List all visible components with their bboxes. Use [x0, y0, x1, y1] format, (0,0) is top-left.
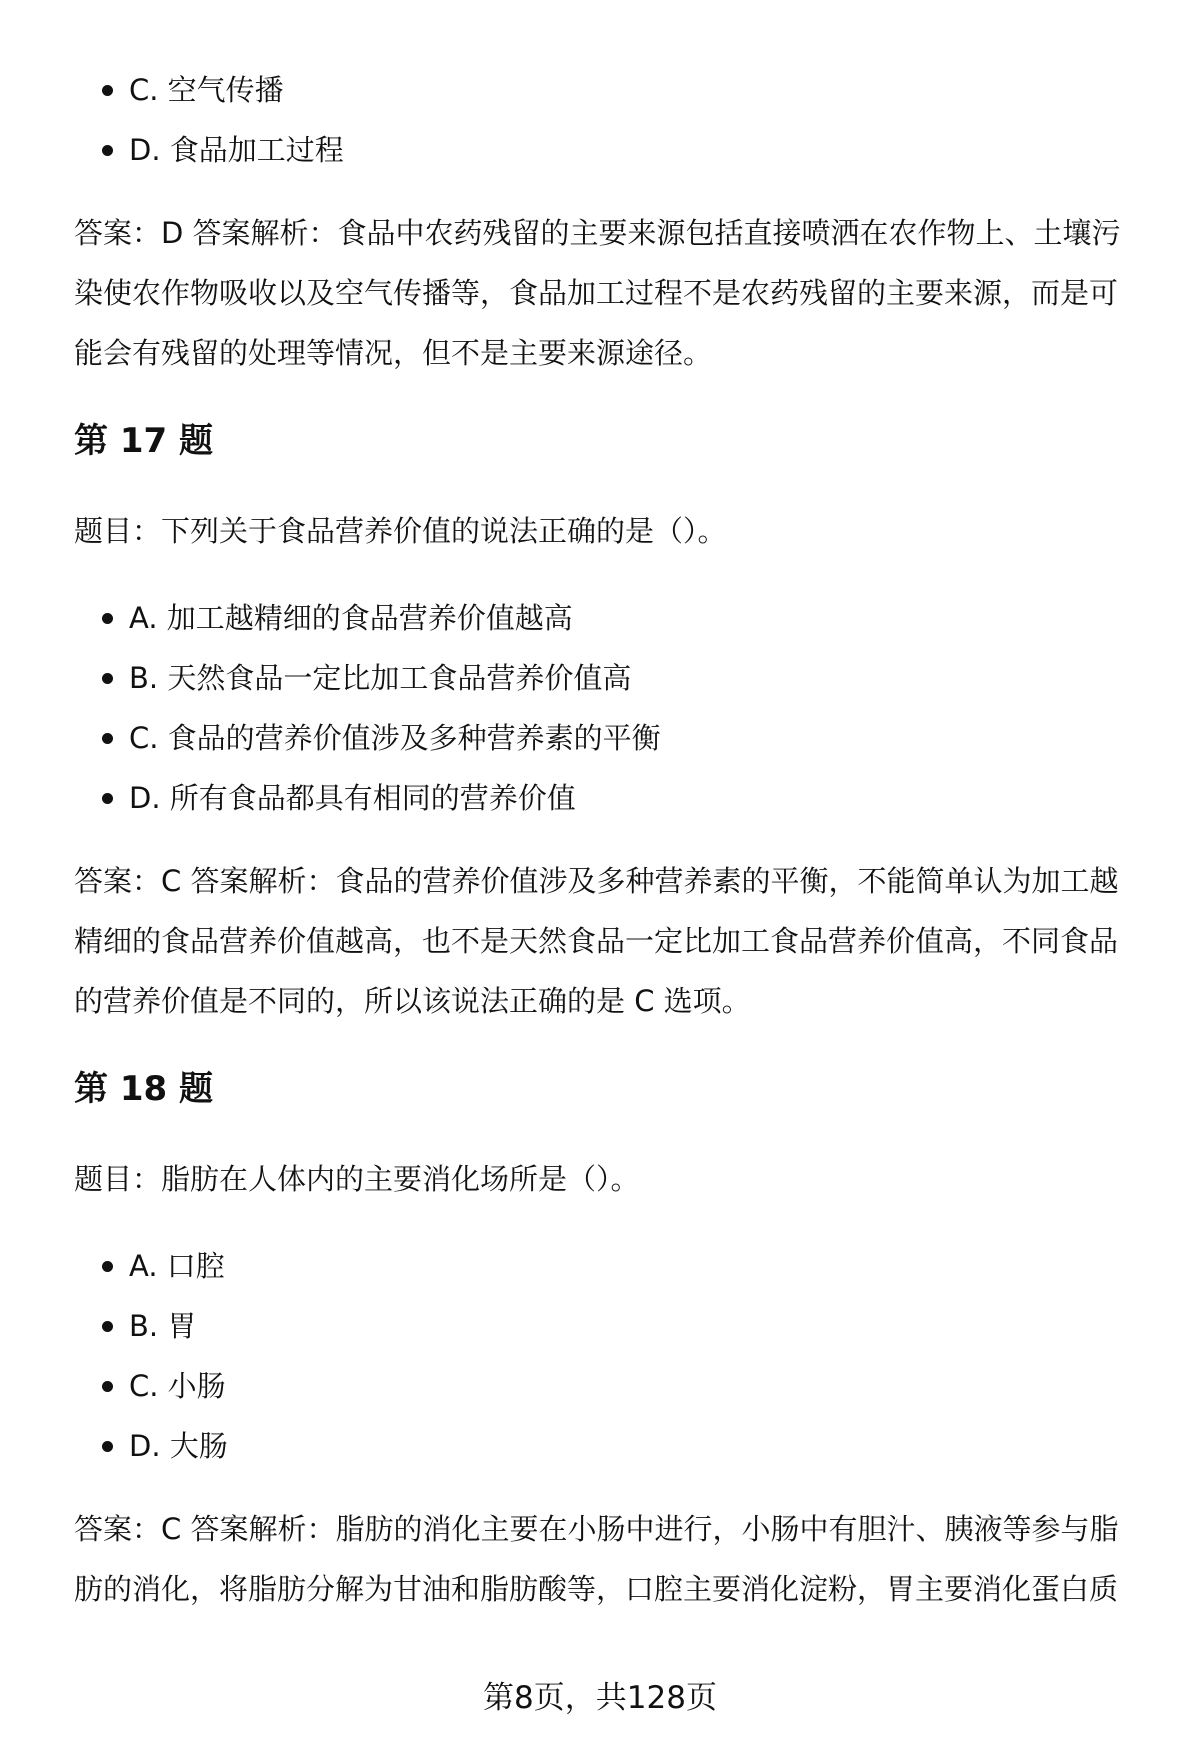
- page-number: 第8页，共128页: [483, 1680, 717, 1716]
- list-item: A. 加工越精细的食品营养价值越高: [74, 588, 1146, 648]
- answer-line: 的营养价值是不同的，所以该说法正确的是 C 选项。: [74, 984, 751, 1018]
- answer-line: 肪的消化，将脂肪分解为甘油和脂肪酸等，口腔主要消化淀粉，胃主要消化蛋白质: [74, 1572, 1119, 1606]
- document-page: [74, 60, 1146, 1619]
- list-item: C. 小肠: [74, 1356, 1146, 1416]
- question-17-text: 题目：下列关于食品营养价值的说法正确的是（）。: [74, 514, 727, 548]
- question-18-title: 第 18 题: [74, 1069, 213, 1109]
- prev-options-list: [74, 60, 1146, 180]
- answer-line: 答案：C 答案解析：脂肪的消化主要在小肠中进行，小肠中有胆汁、胰液等参与脂: [74, 1512, 1119, 1546]
- answer-line: 答案：D 答案解析：食品中农药残留的主要来源包括直接喷洒在农作物上、土壤污: [74, 216, 1121, 250]
- answer-line: 能会有残留的处理等情况，但不是主要来源途径。: [74, 336, 713, 370]
- question-17-title: 第 17 题: [74, 421, 213, 461]
- list-item: D. 所有食品都具有相同的营养价值: [74, 768, 1146, 828]
- answer-line: 染使农作物吸收以及空气传播等，食品加工过程不是农药残留的主要来源，而是可: [74, 276, 1119, 310]
- question-18-options: [74, 1236, 1146, 1476]
- question-17-answer: [74, 851, 1146, 1031]
- question-18-text: 题目：脂肪在人体内的主要消化场所是（）。: [74, 1162, 640, 1196]
- list-item: C. 空气传播: [74, 60, 1146, 120]
- answer-line: 精细的食品营养价值越高，也不是天然食品一定比加工食品营养价值高，不同食品: [74, 924, 1119, 958]
- list-item: D. 食品加工过程: [74, 120, 1146, 180]
- question-18-answer: [74, 1499, 1146, 1619]
- question-17-options: [74, 588, 1146, 828]
- list-item: C. 食品的营养价值涉及多种营养素的平衡: [74, 708, 1146, 768]
- list-item: A. 口腔: [74, 1236, 1146, 1296]
- prev-answer: [74, 203, 1146, 383]
- list-item: D. 大肠: [74, 1416, 1146, 1476]
- list-item: B. 天然食品一定比加工食品营养价值高: [74, 648, 1146, 708]
- list-item: B. 胃: [74, 1296, 1146, 1356]
- answer-line: 答案：C 答案解析：食品的营养价值涉及多种营养素的平衡，不能简单认为加工越: [74, 864, 1119, 898]
